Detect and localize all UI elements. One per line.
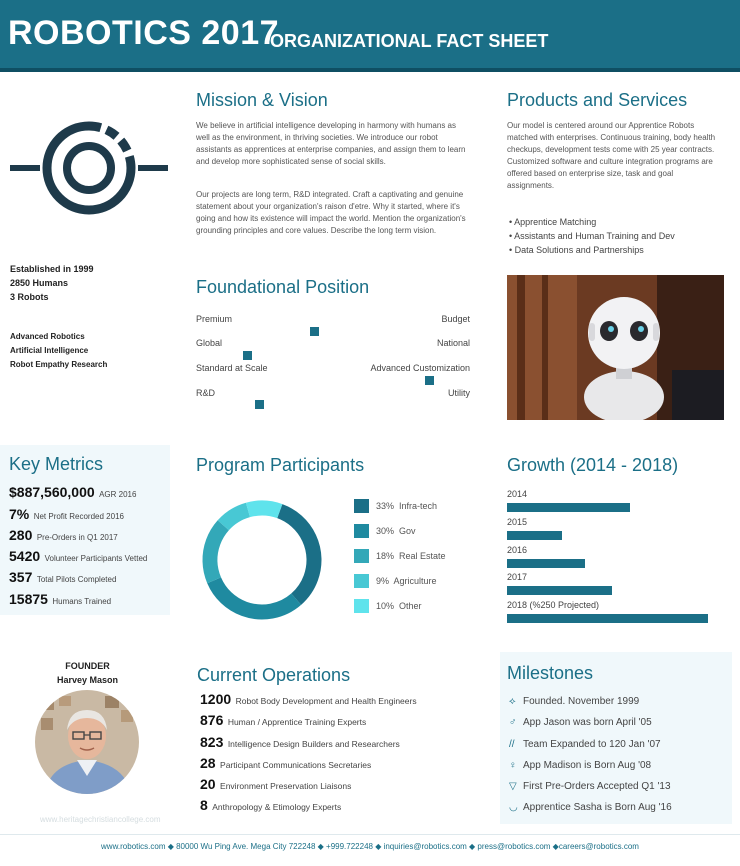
operation-row: 1200 Robot Body Development and Health Engineers — [200, 691, 417, 707]
focus-item: Robot Empathy Research — [10, 360, 108, 369]
founder-name: Harvey Mason — [56, 675, 119, 685]
established-text: Established in 1999 — [10, 264, 94, 274]
participants-donut-chart — [195, 498, 329, 622]
metric-row: 15875 Humans Trained — [9, 591, 112, 607]
robot-photo — [507, 275, 724, 420]
growth-year-label: 2016 — [507, 545, 528, 555]
female-icon: ♀ — [509, 760, 517, 771]
male-icon: ♂ — [509, 717, 517, 728]
growth-bar — [507, 503, 630, 512]
founder-avatar — [35, 690, 139, 794]
growth-bar — [507, 614, 708, 623]
metric-row: 357 Total Pilots Completed — [9, 569, 117, 585]
products-paragraph: Our model is centered around our Apprentice Robots matched with enterprises. Continuous training, body health checkups, development tests come with 25 year contracts. Customized software and culture integration programs are offered based on enterprise size, task and goal assignments. — [507, 121, 716, 190]
position-right-label: Utility — [448, 388, 470, 398]
operation-row: 20 Environment Preservation Liaisons — [200, 776, 352, 792]
mission-paragraph-2: Our projects are long term, R&D integrated. Craft a captivating and genuine statement about your organization's raison d'etre. Why it started, where it's going and how its existence will impact the world. Mention the organization's grounding principles and core values. Describe the long term vision. — [196, 190, 466, 235]
mission-title: Mission & Vision — [196, 90, 328, 110]
milestone-item: ♂ App Jason was born April '05 — [509, 717, 652, 728]
robots-count: 3 Robots — [10, 292, 49, 302]
mission-paragraph-1: We believe in artificial intelligence developing in harmony with humans as well as the environment, in thriving societies. We introduce our robot assistants as apprentices at enterprise companies, and assign them to learn and develop more sophisticated sense of social skills. — [196, 121, 466, 166]
position-left-label: Global — [196, 338, 223, 348]
position-left-label: Premium — [196, 314, 233, 324]
focus-item: Advanced Robotics — [10, 332, 85, 341]
milestone-item: ▽ First Pre-Orders Accepted Q1 '13 — [509, 781, 671, 792]
metric-row: 7% Net Profit Recorded 2016 — [9, 506, 124, 522]
legend-swatch — [354, 574, 369, 588]
operation-row: 876 Human / Apprentice Training Experts — [200, 712, 367, 728]
milestones-title: Milestones — [507, 663, 594, 683]
focus-item: Artificial Intelligence — [10, 346, 89, 355]
participants-title: Program Participants — [196, 455, 365, 475]
growth-bar — [507, 559, 585, 568]
robotics-logo-icon — [10, 120, 168, 221]
growth-bar — [507, 531, 562, 540]
growth-year-label: 2014 — [507, 489, 528, 499]
operation-row: 823 Intelligence Design Builders and Researchers — [200, 734, 400, 750]
flag-icon: ▽ — [509, 781, 517, 792]
legend-swatch — [354, 499, 369, 513]
operation-row: 28 Participant Communications Secretaries — [200, 755, 372, 771]
legend-swatch — [354, 599, 369, 613]
growth-title: Growth (2014 - 2018) — [507, 455, 679, 475]
milestone-item: ⟡ Founded. November 1999 — [509, 696, 640, 707]
position-left-label: R&D — [196, 388, 216, 398]
header-title: ROBOTICS 2017 — [8, 14, 280, 52]
product-bullet: • Assistants and Human Training and Dev — [509, 231, 675, 241]
position-marker — [310, 327, 319, 336]
product-bullet: • Apprentice Matching — [509, 217, 597, 227]
key-metrics-title: Key Metrics — [9, 454, 104, 474]
slash-icon: // — [509, 739, 515, 750]
smile-icon: ◡ — [509, 802, 518, 813]
header-subtitle: ORGANIZATIONAL FACT SHEET — [270, 31, 549, 51]
milestone-item: // Team Expanded to 120 Jan '07 — [509, 739, 661, 750]
humans-count: 2850 Humans — [10, 278, 69, 288]
growth-bar — [507, 586, 612, 595]
products-title: Products and Services — [507, 90, 688, 110]
founder-role: FOUNDER — [65, 661, 110, 671]
watermark: www.heritagechristiancollege.com — [40, 815, 161, 824]
legend-swatch — [354, 524, 369, 538]
footer-contact: www.robotics.com ◆ 80000 Wu Ping Ave. Mega City 722248 ◆ +999.722248 ◆ inquiries@robotics.com ◆ press@robotics.com ◆careers@robotics.com — [101, 842, 639, 851]
position-title: Foundational Position — [196, 277, 370, 297]
position-marker — [255, 400, 264, 409]
spark-icon: ⟡ — [509, 696, 516, 707]
growth-year-label: 2018 (%250 Projected) — [507, 600, 600, 610]
legend-swatch — [354, 549, 369, 563]
footer-divider — [0, 834, 740, 835]
growth-year-label: 2015 — [507, 517, 528, 527]
milestone-item: ♀ App Madison is Born Aug '08 — [509, 760, 652, 771]
position-marker — [243, 351, 252, 360]
position-right-label: Advanced Customization — [370, 363, 470, 373]
milestone-item: ◡ Apprentice Sasha is Born Aug '16 — [509, 802, 672, 813]
metric-row: 5420 Volunteer Participants Vetted — [9, 548, 148, 564]
position-marker — [425, 376, 434, 385]
metric-row: $887,560,000 AGR 2016 — [9, 484, 137, 500]
operations-title: Current Operations — [197, 665, 351, 685]
operation-row: 8 Anthropology & Etimology Experts — [200, 797, 342, 813]
product-bullet: • Data Solutions and Partnerships — [509, 245, 644, 255]
position-left-label: Standard at Scale — [196, 363, 268, 373]
metric-row: 280 Pre-Orders in Q1 2017 — [9, 527, 118, 543]
header-banner — [0, 0, 740, 72]
position-right-label: National — [436, 338, 470, 348]
growth-year-label: 2017 — [507, 572, 528, 582]
position-right-label: Budget — [441, 314, 470, 324]
